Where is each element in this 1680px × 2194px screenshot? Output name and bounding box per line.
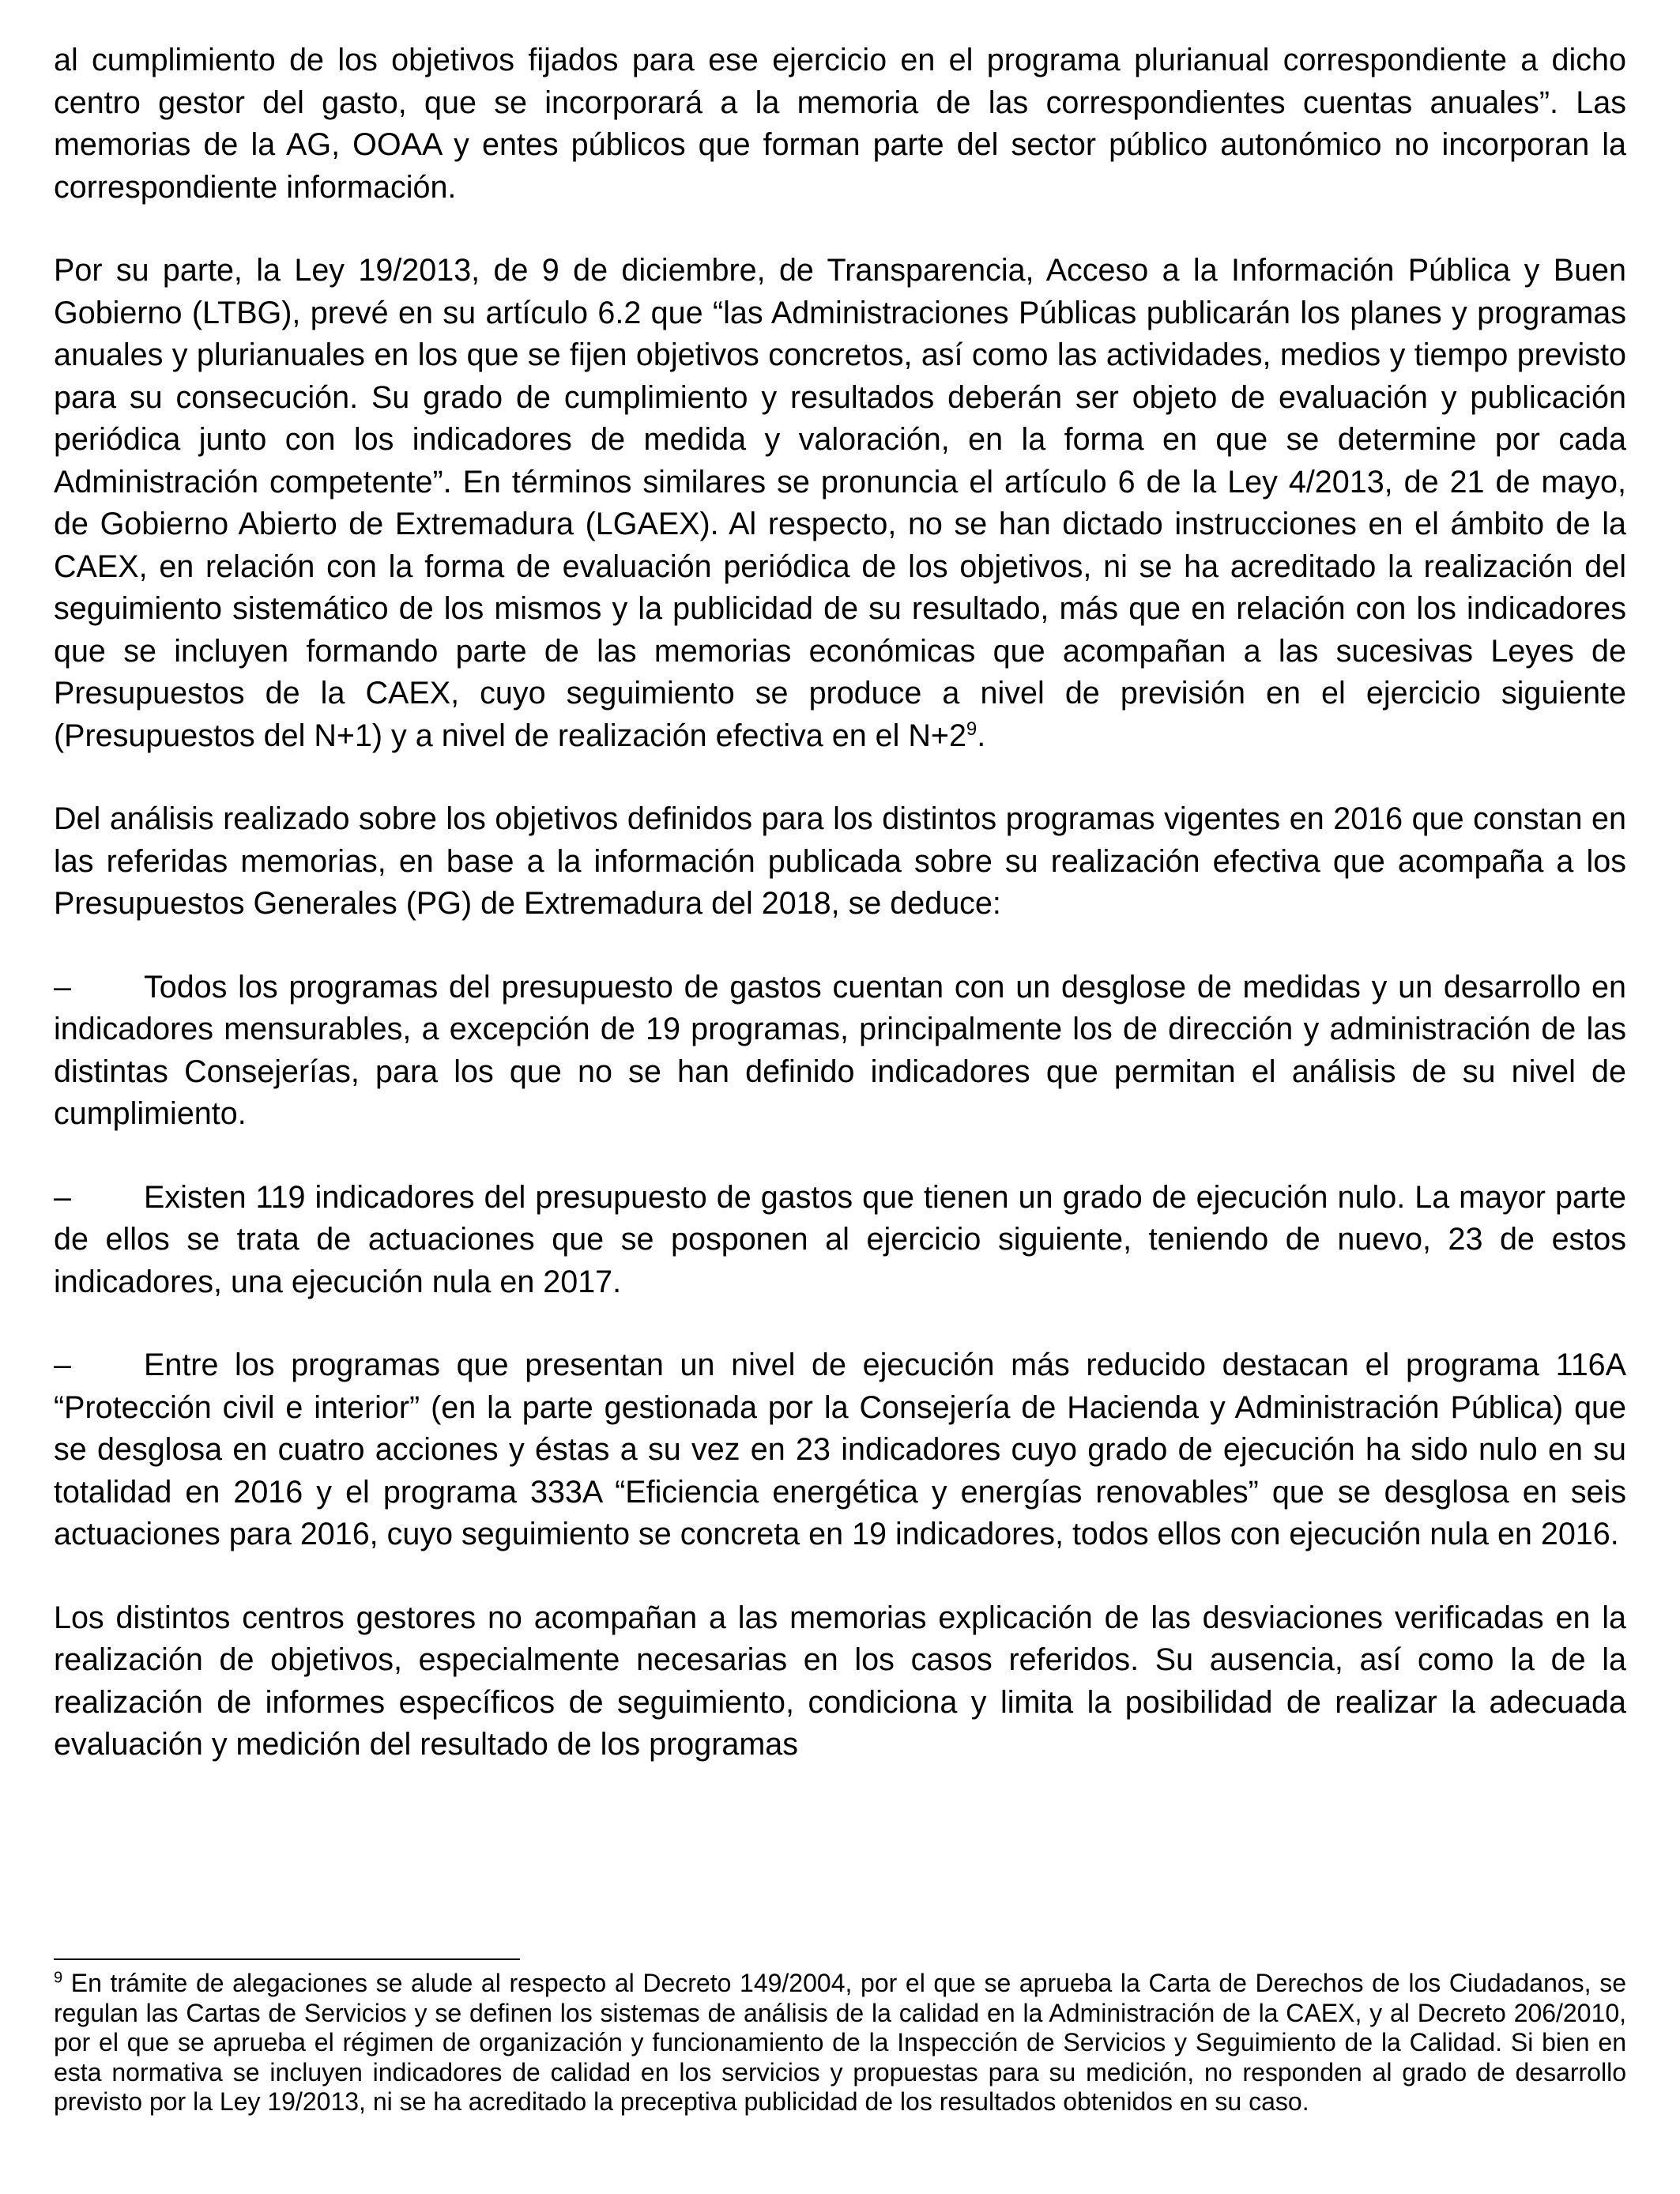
bullet-item-programs [54, 967, 1626, 1136]
footnote-number: 9 [54, 1969, 63, 1987]
footnote [54, 1969, 1626, 2117]
dash-marker: – [54, 1348, 71, 1382]
paragraph-analysis-intro: Del análisis realizado sobre los objetivos definidos para los distintos programas vigentes en 2016 que constan en las referidas memorias, en base a la información publicada sobre su realización efectiva que acompaña a los Presupuestos Generales (PG) de Extremadura del 2018, se deduce: [54, 801, 1626, 921]
paragraph-ltbg-end: . [977, 718, 986, 753]
footnote-separator [54, 1958, 520, 1960]
paragraph-ltbg-text: Por su parte, la Ley 19/2013, de 9 de diciembre, de Transparencia, Acceso a la Información Pública y Buen Gobierno (LTBG), prevé en su artículo 6.2 que “las Administraciones Públicas publicarán los planes y programas anuales y plurianuales en los que se fijen objetivos concretos, así como las actividades, medios y tiempo previsto para su consecución. Su grado de cumplimiento y resultados deberán ser objeto de evaluación y publicación periódica junto con los indicadores de medida y valoración, en la forma en que se determine por cada Administración competente”. En términos similares se pronuncia el artículo 6 de la Ley 4/2013, de 21 de mayo, de Gobierno Abierto de Extremadura (LGAEX). Al respecto, no se han dictado instrucciones en el ámbito de la CAEX, en relación con la forma de evaluación periódica de los objetivos, ni se ha acreditado la realización del seguimiento sistemático de los mismos y la publicidad de su resultado, más que en relación con los indicadores que se incluyen formando parte de las memorias económicas que acompañan a las sucesivas Leyes de Presupuestos de la CAEX, cuyo seguimiento se produce a nivel de previsión en el ejercicio siguiente (Presupuestos del N+1) y a nivel de realización efectiva en el N+2 [54, 253, 1626, 753]
document-body [54, 40, 1626, 1808]
bullet-text: Existen 119 indicadores del presupuesto de gastos que tienen un grado de ejecución nulo. La mayor parte de ellos se trata de actuaciones que se posponen al ejercicio siguiente, teniendo de nuevo, 23 de estos indicadores, una ejecución nula en 2017. [54, 1179, 1626, 1299]
paragraph-objectives-memory: al cumplimiento de los objetivos fijados para ese ejercicio en el programa plurianual correspondiente a dicho centro gestor del gasto, que se incorporará a la memoria de las correspondientes cuentas anuales”. Las memorias de la AG, OOAA y entes públicos que forman parte del sector público autonómico no incorporan la correspondiente información. [54, 43, 1626, 205]
footnote-reference: 9 [966, 718, 977, 740]
footnote-text: En trámite de alegaciones se alude al respecto al Decreto 149/2004, por el que se aprueba la Carta de Derechos de los Ciudadanos, se regulan las Cartas de Servicios y se definen los sistemas de análisis de la calidad en la Administración de la CAEX, y al Decreto 206/2010, por el que se aprueba el régimen de organización y funcionamiento de la Inspección de Servicios y Seguimiento de la Calidad. Si bien en esta normativa se incluyen indicadores de calidad en los servicios y propuestas para su medición, no responden al grado de desarrollo previsto por la Ley 19/2013, ni se ha acreditado la preceptiva publicidad de los resultados obtenidos en su caso. [54, 1969, 1626, 2116]
bullet-text: Todos los programas del presupuesto de gastos cuentan con un desglose de medidas y un desarrollo en indicadores mensurables, a excepción de 19 programas, principalmente los de dirección y administración de las distintas Consejerías, para los que no se han definido indicadores que permitan el análisis de su nivel de cumplimiento. [54, 969, 1626, 1131]
dash-marker: – [54, 969, 71, 1005]
bullet-item-reduced-execution [54, 1344, 1626, 1556]
bullet-text: Entre los programas que presentan un nivel de ejecución más reducido destacan el programa 116A “Protección civil e interior” (en la parte gestionada por la Consejería de Hacienda y Administración Pública) que se desglosa en cuatro acciones y éstas a su vez en 23 indicadores cuyo grado de ejecución ha sido nulo en su totalidad en 2016 y el programa 333A “Eficiencia energética y energías renovables” que se desglosa en seis actuaciones para 2016, cuyo seguimiento se concreta en 19 indicadores, todos ellos con ejecución nula en 2016. [54, 1348, 1626, 1551]
paragraph-ltbg [54, 250, 1626, 757]
dash-marker: – [54, 1179, 71, 1215]
paragraph-deviations: Los distintos centros gestores no acompañan a las memorias explicación de las desviaciones verificadas en la realización de objetivos, especialmente necesarias en los casos referidos. Su ausencia, así como la de la realización de informes específicos de seguimiento, condiciona y limita la posibilidad de realizar la adecuada evaluación y medición del resultado de los programas [54, 1600, 1626, 1762]
bullet-item-indicators [54, 1177, 1626, 1304]
